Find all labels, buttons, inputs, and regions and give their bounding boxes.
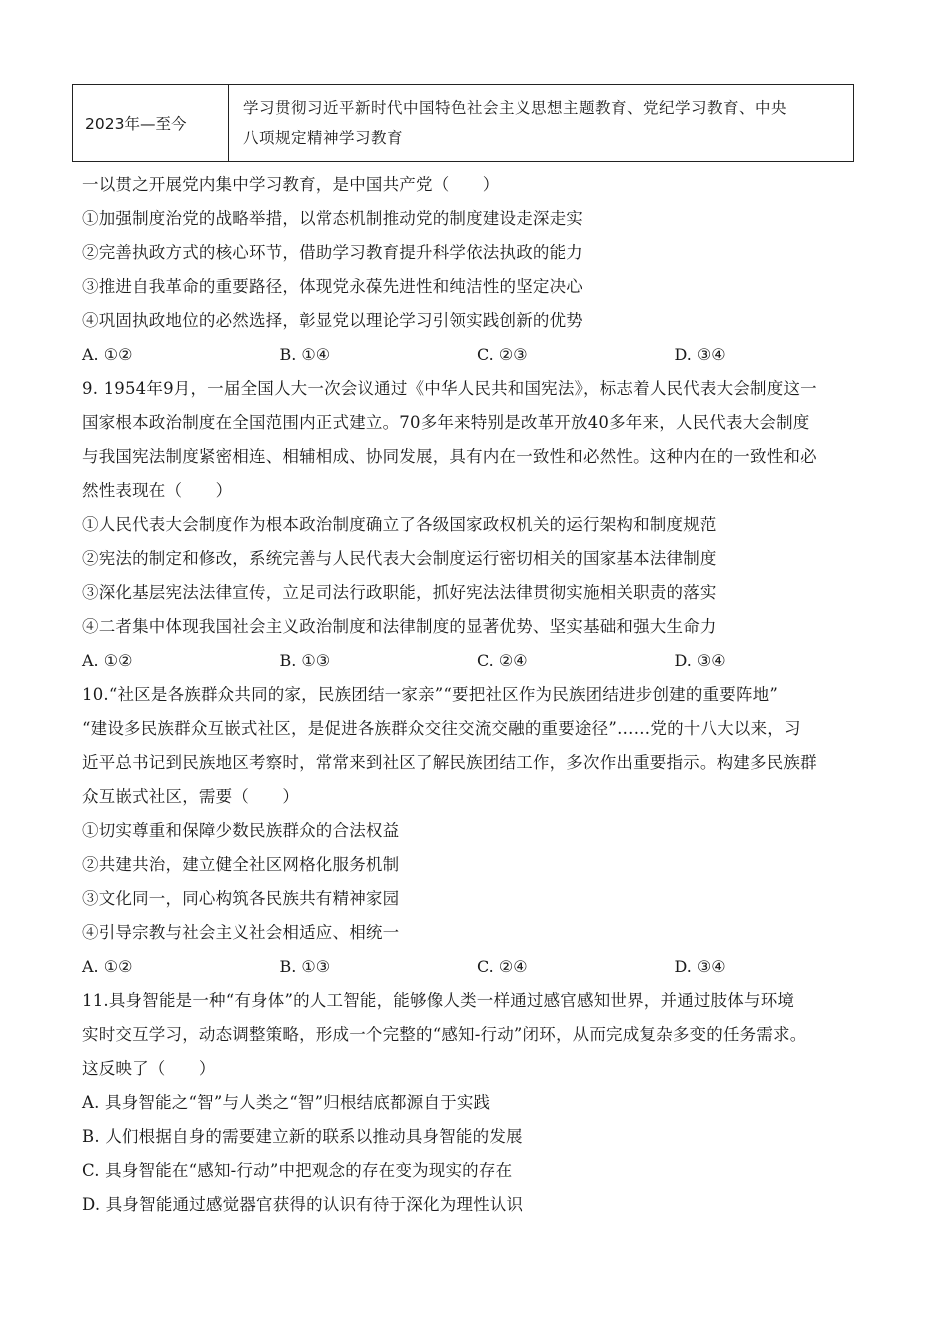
- question-stem-line: 众互嵌式社区，需要（ ）: [82, 787, 300, 806]
- option-b[interactable]: B. ①③: [279, 957, 331, 976]
- option-d[interactable]: D. ③④: [674, 345, 726, 364]
- option-b[interactable]: B. ①③: [279, 651, 331, 670]
- question-stem-line: 实时交互学习，动态调整策略，形成一个完整的“感知-行动”闭环，从而完成复杂多变的任务需求。: [82, 1025, 807, 1044]
- statement-item: ③推进自我革命的重要路径，体现党永葆先进性和纯洁性的坚定决心: [82, 277, 583, 296]
- question-stem-line: 近平总书记到民族地区考察时，常常来到社区了解民族团结工作，多次作出重要指示。构建多民族群: [82, 753, 817, 772]
- table-content-cell: [229, 85, 853, 161]
- question-9: [82, 372, 872, 678]
- question-stem-line: 这反映了（ ）: [82, 1059, 216, 1078]
- answer-options: [82, 644, 872, 678]
- statement-item: ①人民代表大会制度作为根本政治制度确立了各级国家政权机关的运行架构和制度规范: [82, 515, 717, 534]
- option-a[interactable]: A. ①②: [82, 345, 133, 364]
- question-10: [82, 678, 872, 984]
- question-stem-line: 与我国宪法制度紧密相连、相辅相成、协同发展，具有内在一致性和必然性。这种内在的一致性和必: [82, 447, 817, 466]
- option-b[interactable]: B. ①④: [279, 345, 331, 364]
- question-stem-line: 然性表现在（ ）: [82, 481, 233, 500]
- question-stem-line: 9. 1954年9月，一届全国人大一次会议通过《中华人民共和国宪法》，标志着人民代表大会制度这一: [82, 379, 817, 398]
- question-11: [82, 984, 872, 1222]
- statement-item: ③深化基层宪法法律宣传，立足司法行政职能，抓好宪法法律贯彻实施相关职责的落实: [82, 583, 717, 602]
- option-a[interactable]: A. ①②: [82, 651, 133, 670]
- table-content-line: 八项规定精神学习教育: [243, 129, 404, 147]
- statement-item: ①切实尊重和保障少数民族群众的合法权益: [82, 821, 400, 840]
- question-stem-line: 11.具身智能是一种“有身体”的人工智能，能够像人类一样通过感官感知世界，并通过肢体与环境: [82, 991, 795, 1010]
- option-c[interactable]: C. ②④: [477, 957, 528, 976]
- statement-item: ④引导宗教与社会主义社会相适应、相统一: [82, 923, 400, 942]
- statement-item: ①加强制度治党的战略举措，以常态机制推动党的制度建设走深走实: [82, 209, 583, 228]
- answer-options: [82, 338, 872, 372]
- statement-item: ④巩固执政地位的必然选择，彰显党以理论学习引领实践创新的优势: [82, 311, 583, 330]
- question-stem-line: “建设多民族群众互嵌式社区，是促进各族群众交往交流交融的重要途径”……党的十八大以来，习: [82, 719, 801, 738]
- question-stem-line: 10.“社区是各族群众共同的家，民族团结一家亲”“要把社区作为民族团结进步创建的重要阵地”: [82, 685, 778, 704]
- statement-item: ④二者集中体现我国社会主义政治制度和法律制度的显著优势、坚实基础和强大生命力: [82, 617, 717, 636]
- question-stem-line: 国家根本政治制度在全国范围内正式建立。70多年来特别是改革开放40多年来，人民代表大会制度: [82, 413, 810, 432]
- option-a[interactable]: A. ①②: [82, 957, 133, 976]
- option-d[interactable]: D. ③④: [674, 957, 726, 976]
- statement-item: ③文化同一，同心构筑各民族共有精神家园: [82, 889, 400, 908]
- history-table: [72, 84, 854, 162]
- choice-c[interactable]: C. 具身智能在“感知-行动”中把观念的存在变为现实的存在: [82, 1161, 513, 1180]
- option-c[interactable]: C. ②③: [477, 345, 528, 364]
- choice-d[interactable]: D. 具身智能通过感觉器官获得的认识有待于深化为理性认识: [82, 1195, 524, 1214]
- question-stem: 一以贯之开展党内集中学习教育，是中国共产党（ ）: [82, 175, 500, 194]
- question-8: [82, 168, 872, 372]
- table-content-line: 学习贯彻习近平新时代中国特色社会主义思想主题教育、党纪学习教育、中央: [243, 99, 788, 117]
- statement-item: ②完善执政方式的核心环节，借助学习教育提升科学依法执政的能力: [82, 243, 583, 262]
- choice-b[interactable]: B. 人们根据自身的需要建立新的联系以推动具身智能的发展: [82, 1127, 523, 1146]
- statement-item: ②共建共治，建立健全社区网格化服务机制: [82, 855, 400, 874]
- option-c[interactable]: C. ②④: [477, 651, 528, 670]
- option-d[interactable]: D. ③④: [674, 651, 726, 670]
- table-period-cell: 2023年—至今: [73, 85, 229, 161]
- answer-options: [82, 950, 872, 984]
- statement-item: ②宪法的制定和修改，系统完善与人民代表大会制度运行密切相关的国家基本法律制度: [82, 549, 717, 568]
- questions: [82, 168, 872, 1222]
- choice-a[interactable]: A. 具身智能之“智”与人类之“智”归根结底都源自于实践: [82, 1093, 491, 1112]
